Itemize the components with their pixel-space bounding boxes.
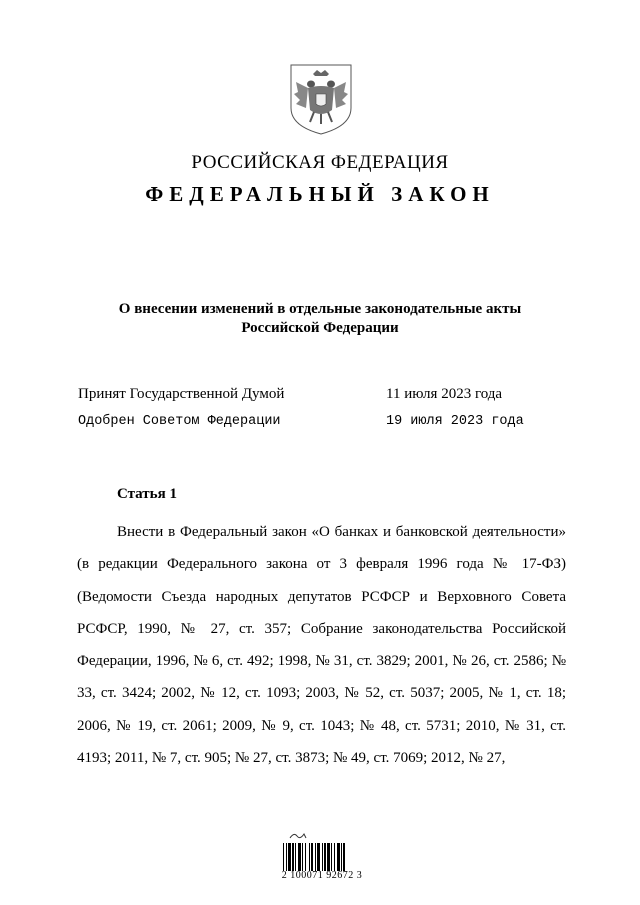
- barcode-bar: [343, 843, 345, 871]
- coat-of-arms-icon: [288, 62, 354, 136]
- duma-adoption-label: Принят Государственной Думой: [78, 386, 285, 402]
- article-heading: Статья 1: [117, 486, 177, 502]
- barcode-bar: [315, 843, 316, 871]
- barcode-bar: [341, 843, 342, 871]
- council-approval-date: 19 июля 2023 года: [386, 414, 524, 429]
- barcode-bar: [322, 843, 323, 871]
- barcode-bar: [334, 843, 335, 871]
- barcode-bar: [309, 843, 310, 871]
- barcode-bar: [283, 843, 284, 871]
- law-type-heading: ФЕДЕРАЛЬНЫЙ ЗАКОН: [145, 182, 495, 206]
- law-title-line-2: Российской Федерации: [241, 320, 399, 336]
- barcode-number: 2 100071 92672 3: [281, 870, 363, 881]
- council-approval-label: Одобрен Советом Федерации: [78, 414, 281, 429]
- barcode-bar: [298, 843, 301, 871]
- barcode-bar: [302, 843, 303, 871]
- barcode-bar: [311, 843, 313, 871]
- law-title-line-1: О внесении изменений в отдельные законодательные акты: [118, 301, 522, 317]
- barcode-bar: [305, 843, 306, 871]
- stamp-mark-icon: [288, 830, 308, 840]
- duma-adoption-date: 11 июля 2023 года: [386, 386, 503, 402]
- barcode-bar: [337, 843, 340, 871]
- barcode-bar: [331, 843, 332, 871]
- article-text: Внести в Федеральный закон «О банках и банковской деятельности» (в редакции Федерального закона от 3 февраля 1996 года № 17-ФЗ) (Ведомости Съезда народных депутатов РСФСР и Верховного Совета РСФСР, 1990, № 27, ст. 357; Собрание законодательства Российской Федерации, 1996, № 6, ст. 492; 1998, № 31, ст. 3829; 2001, № 26, ст. 2586; № 33, ст. 3424; 2002, № 12, ст. 1093; 2003, № 52, ст. 5037; 2005, № 1, ст. 18; 2006, № 19, ст. 2061; 2009, № 9, ст. 1043; № 48, ст. 5731; 2010, № 31, ст. 4193; 2011, № 7, ст. 905; № 27, ст. 3873; № 49, ст. 7069; 2012, № 27,: [77, 524, 566, 767]
- barcode-bar: [288, 843, 291, 871]
- barcode-bar: [292, 843, 294, 871]
- barcode-bar: [324, 843, 326, 871]
- barcode-bar: [317, 843, 320, 871]
- barcode-icon: [283, 843, 368, 871]
- country-name: РОССИЙСКАЯ ФЕДЕРАЦИЯ: [191, 152, 449, 173]
- barcode-bar: [295, 843, 296, 871]
- barcode-bar: [286, 843, 287, 871]
- barcode-bar: [327, 843, 330, 871]
- law-title: [60, 300, 580, 338]
